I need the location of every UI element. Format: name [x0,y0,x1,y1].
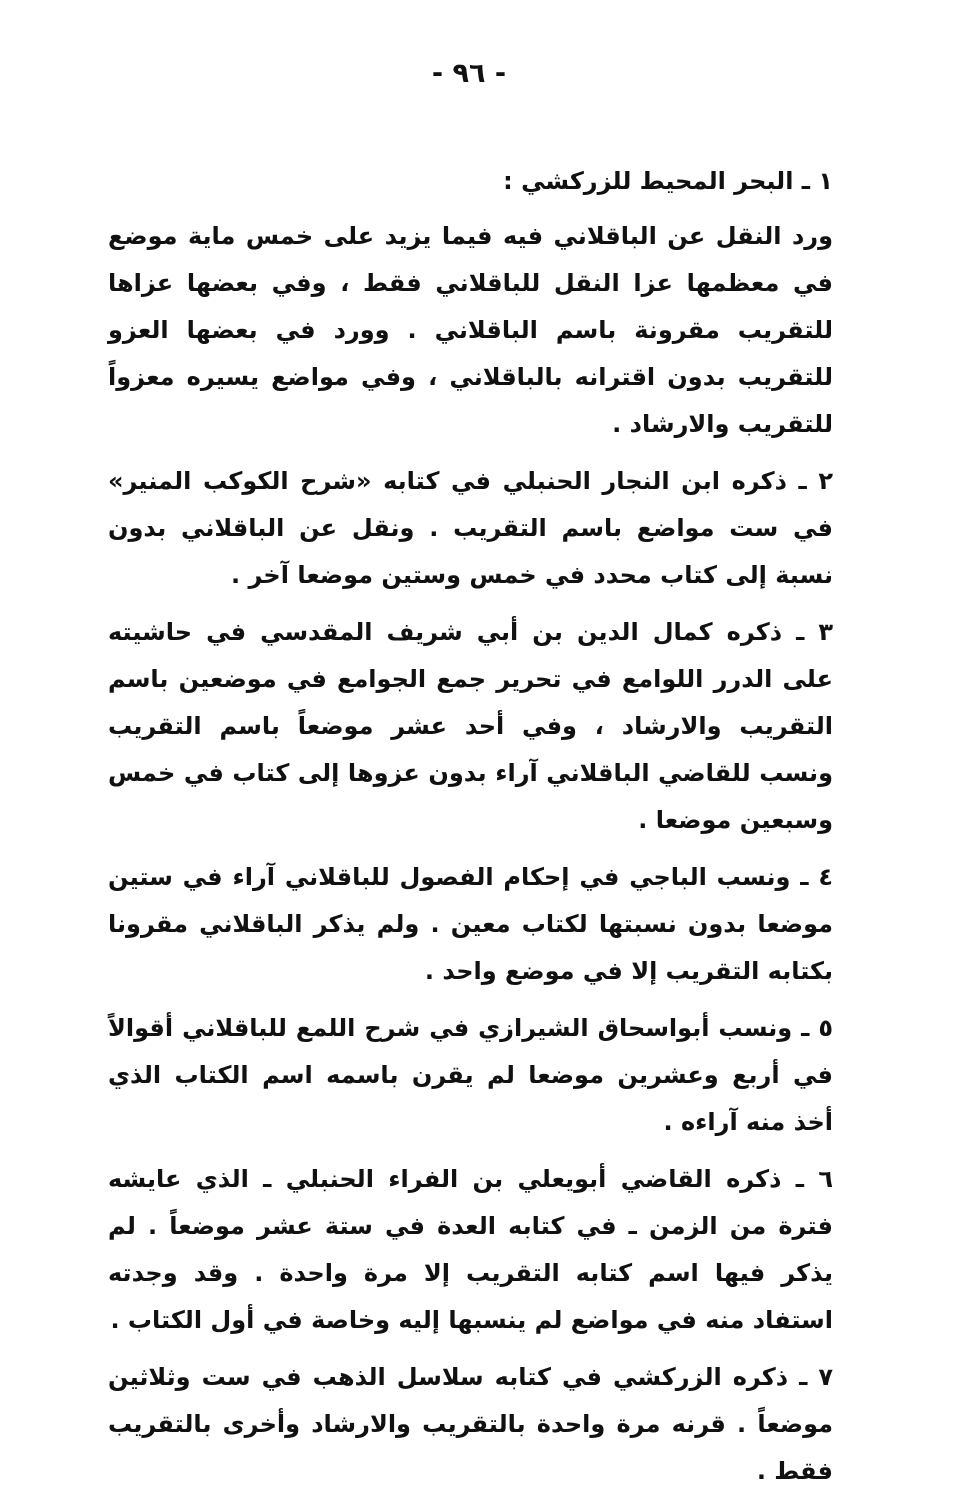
page-body [108,158,833,1505]
paragraph-6: ٦ ـ ذكره القاضي أبويعلي بن الفراء الحنبلي ـ الذي عايشه فترة من الزمن ـ في كتابه العدة في ستة عشر موضعاً . لم يذكر فيها اسم كتابه التقريب إلا مرة واحدة . وقد وجدته استفاد منه في مواضع لم ينسبها إليه وخاصة في أول الكتاب . [108,1165,833,1334]
paragraph-5: ٥ ـ ونسب أبواسحاق الشيرازي في شرح اللمع للباقلاني أقوالاً في أربع وعشرين موضعا لم يقرن باسمه اسم الكتاب الذي أخذ منه آراءه . [108,1014,833,1136]
paragraph-3: ٣ ـ ذكره كمال الدين بن أبي شريف المقدسي في حاشيته على الدرر اللوامع في تحرير جمع الجوامع في موضعين باسم التقريب والارشاد ، وفي أحد عشر موضعاً باسم التقريب ونسب للقاضي الباقلاني آراء بدون عزوها إلى كتاب في خمس وسبعين موضعا . [108,618,833,834]
paragraph-4: ٤ ـ ونسب الباجي في إحكام الفصول للباقلاني آراء في ستين موضعا بدون نسبتها لكتاب معين . ولم يذكر الباقلاني مقرونا بكتابه التقريب إلا في موضع واحد . [108,863,833,985]
section-heading: ١ ـ البحر المحيط للزركشي : [503,167,833,195]
paragraph-1: ورد النقل عن الباقلاني فيه فيما يزيد على خمس ماية موضع في معظمها عزا النقل للباقلاني فقط ، وفي بعضها عزاها للتقريب مقرونة باسم الباقلاني . وورد في بعضها العزو للتقريب بدون اقترانه بالباقلاني ، وفي مواضع يسيره معزواً للتقريب والارشاد . [108,222,833,438]
paragraph-2: ٢ ـ ذكره ابن النجار الحنبلي في كتابه «شرح الكوكب المنير» في ست مواضع باسم التقريب . ونقل عن الباقلاني بدون نسبة إلى كتاب محدد في خمس وستين موضعا آخر . [108,467,833,589]
paragraph-7: ٧ ـ ذكره الزركشي في كتابه سلاسل الذهب في ست وثلاثين موضعاً . قرنه مرة واحدة بالتقريب والارشاد وأخرى بالتقريب فقط . [108,1363,833,1485]
page-number: - ٩٦ - [431,58,507,89]
